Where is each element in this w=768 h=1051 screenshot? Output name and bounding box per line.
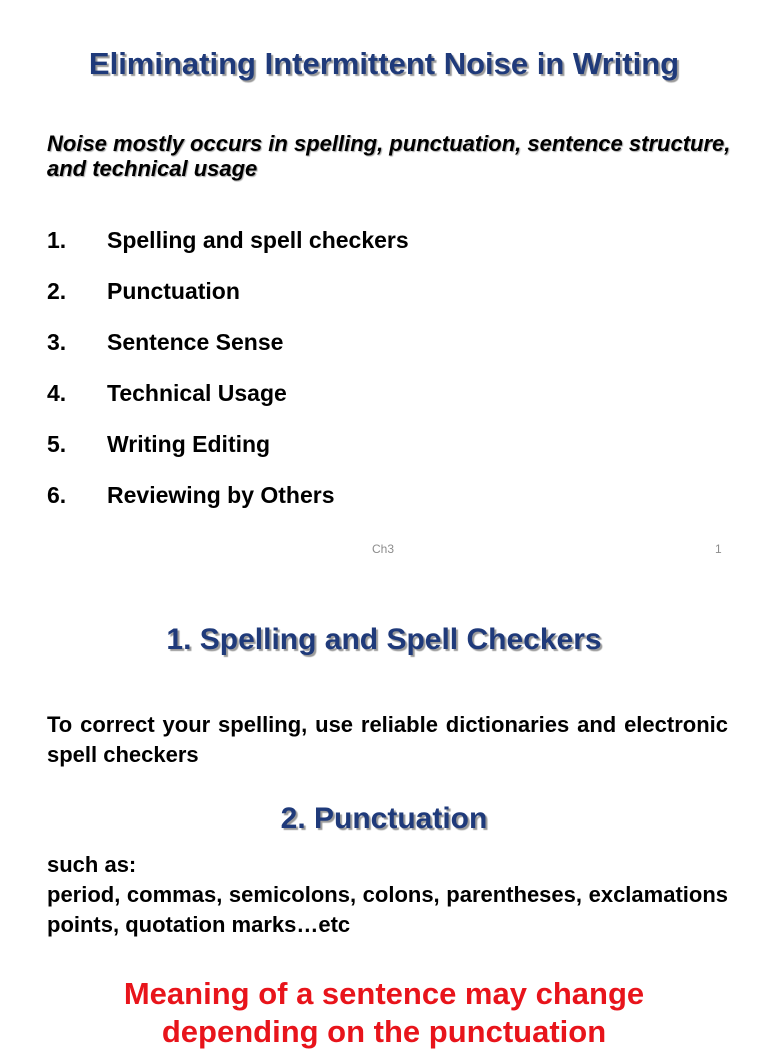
list-item-label: Reviewing by Others — [107, 482, 335, 508]
list-item-label: Writing Editing — [107, 431, 271, 457]
slide2-title-punctuation: 2. Punctuation — [280, 802, 488, 835]
slide2-title-spelling: 1. Spelling and Spell Checkers — [166, 623, 602, 656]
list-item-number: 6. — [47, 482, 67, 508]
spelling-paragraph: To correct your spelling, use reliable dictionaries and electronic spell checkers — [47, 712, 728, 767]
slide-page-number: 1 — [715, 542, 722, 556]
list-item-number: 2. — [47, 278, 67, 304]
topic-list — [47, 226, 409, 532]
list-item-label: Sentence Sense — [107, 329, 284, 355]
list-item — [47, 226, 409, 277]
list-item-label: Technical Usage — [107, 380, 287, 406]
punctuation-warning: Meaning of a sentence may change — [123, 976, 645, 1011]
slide1-title: Eliminating Intermittent Noise in Writing — [88, 46, 680, 81]
list-item — [47, 481, 409, 532]
list-item — [47, 277, 409, 328]
list-item-number: 3. — [47, 329, 67, 355]
list-item-number: 1. — [47, 227, 67, 253]
list-item-label: Punctuation — [107, 278, 240, 304]
list-item — [47, 328, 409, 379]
slide1-subtitle: Noise mostly occurs in spelling, punctuation, sentence structure, and technical usage — [47, 131, 731, 181]
list-item-label: Spelling and spell checkers — [107, 227, 409, 253]
list-item — [47, 430, 409, 481]
list-item-number: 4. — [47, 380, 67, 406]
list-item — [47, 379, 409, 430]
punctuation-paragraph: period, commas, semicolons, colons, parentheses, exclamations points, quotation marks…etc — [47, 882, 728, 937]
punctuation-intro: such as: — [47, 852, 137, 877]
punctuation-warning-continued: depending on the punctuation — [161, 1014, 607, 1049]
slide-footer-label: Ch3 — [372, 542, 395, 556]
list-item-number: 5. — [47, 431, 67, 457]
